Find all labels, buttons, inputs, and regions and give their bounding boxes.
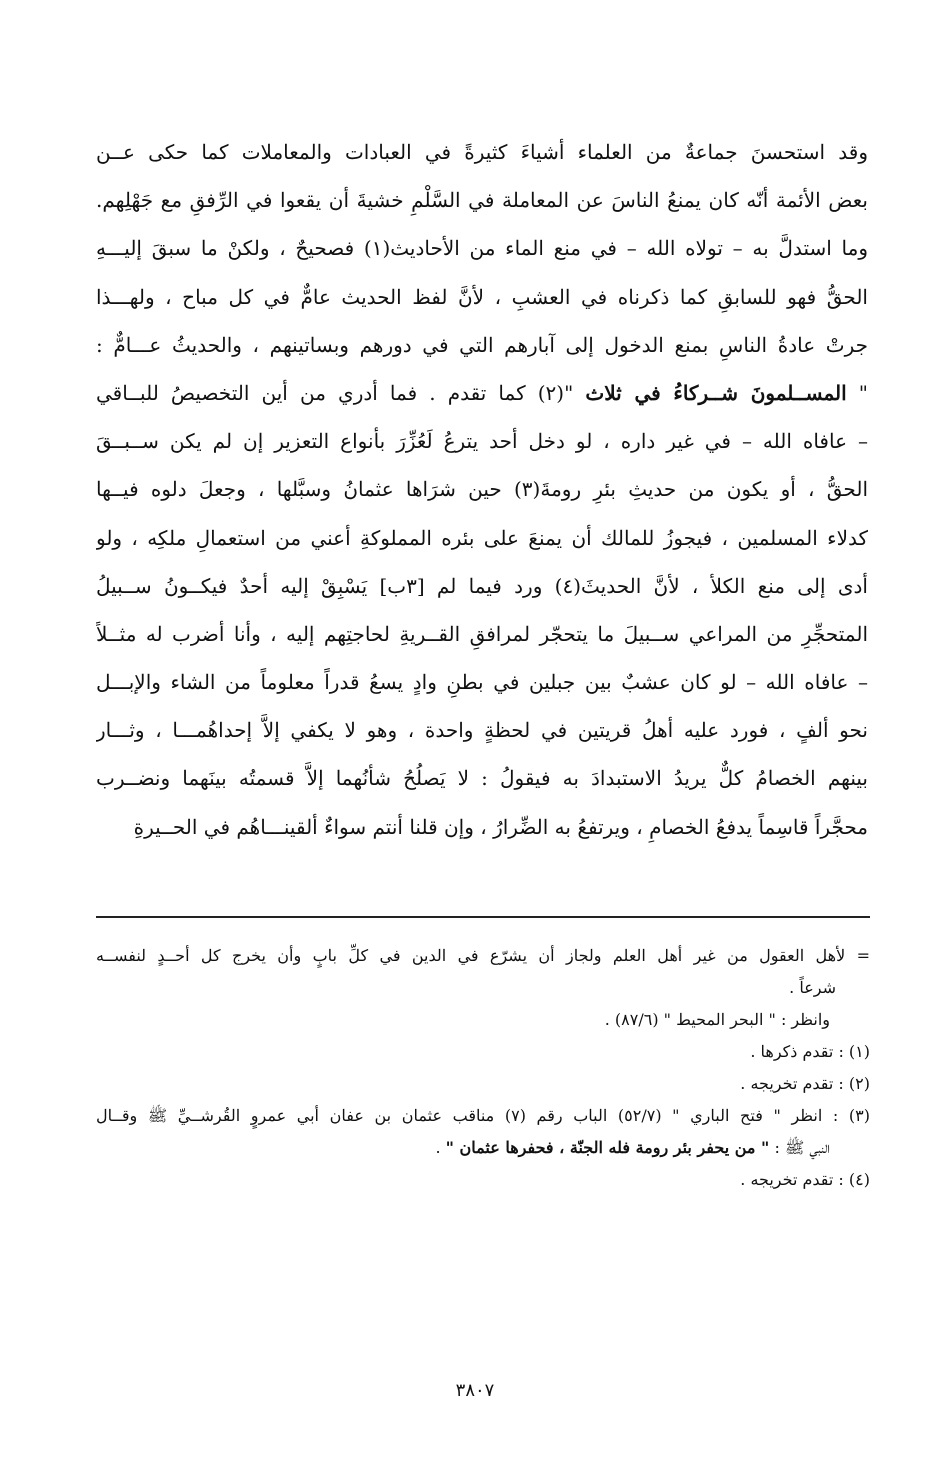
footnote-see-also: وانظر : " البحر المحيط " (٨٧/٦) . <box>604 1010 830 1029</box>
text-line-10: أدى إلى منع الكلأ ، لأنَّ الحديثَ(٤) ورد فيما لم [٣ب] يَسْبِقْ إليه أحدٌ فيكــونُ ســبيلُ <box>96 573 868 598</box>
footnotes <box>96 940 870 1196</box>
footnote-separator <box>96 916 870 918</box>
text-line-1: وقد استحسنَ جماعةٌ من العلماء أشياءَ كثيرةً في العبادات والمعاملات كما حكى عــن <box>96 140 868 164</box>
hadith-text: المســلمونَ شــركاءُ في ثلاث <box>585 380 847 405</box>
text-line-12: – عافاه الله – لو كان عشبٌ بين جبلين في بطنِ وادٍ يسعُ قدراً معلوماً من الشاء والإبـــل <box>96 670 868 695</box>
page-number: ٣٨٠٧ <box>455 1380 495 1401</box>
footnote-3-suffix: . <box>435 1138 446 1157</box>
text-line-8: الحقُّ ، أو يكون من حديثِ بئرِ رومةَ(٣) حين شرَاها عثمانُ وسبَّلها ، وجعلَ دلوه فيــها <box>96 477 868 502</box>
text-line-4: الحقُّ فهو للسابقِ كما ذكرناه في العشبِ ، لأنَّ لفظ الحديث عامٌّ في كل مباح ، ولهـــذا <box>96 284 868 309</box>
text-line-7: – عافاه الله – في غير داره ، لو دخل أحد يترعُ لَعُزِّرَ بأنواع التعزير إن لم يكن ســبــقَ <box>96 429 868 454</box>
footnote-2: (٢) : تقدم تخريجه . <box>740 1074 870 1093</box>
footnote-3-hadith: " من يحفر بئر رومة فله الجنّة ، فحفرها عثمان " <box>445 1138 770 1157</box>
hadith-line <box>96 369 868 417</box>
text-line-15: محجَّراً قاسِماً يدفعُ الخصامِ ، ويرتفعُ به الضِّرارُ ، وإن قلنا أنتم سواءٌ ألقينـــاهُم في الحــيرةِ <box>133 814 868 839</box>
footnote-3-line-1: (٣) : انظر " فتح الباري " (٥٢/٧) الباب رقم (٧) مناقب عثمان بن عفان أبي عمروٍ القُرشــيِّ ﷺ وقــال <box>96 1106 870 1125</box>
footnote-3-prefix: النبي ﷺ : <box>769 1138 830 1157</box>
text-line-13: نحو ألفٍ ، فورد عليه أهلُ قريتين في لحظةٍ واحدة ، وهو لا يكفي إلاَّ إحداهُمـــا ، وثـــار <box>96 718 868 743</box>
footnote-4: (٤) : تقدم تخريجه . <box>740 1170 870 1189</box>
hadith-quote-open: " <box>846 380 868 405</box>
text-line-14: بينهم الخصامُ كلٌّ يريدُ الاستبدادَ به فيقولُ : لا يَصلُحُ شأنُهما إلاَّ قسمتُه بينَهما ونضــرب <box>96 766 868 791</box>
text-line-3: وما استدلَّ به – تولاه الله – في منع الماء من الأحاديث(١) فصحيحٌ ، ولكنْ ما سبقَ إليـــهِ <box>96 236 868 261</box>
footnote-3-line-2 <box>96 1132 870 1164</box>
footnote-1: (١) : تقدم ذكرها . <box>750 1042 870 1061</box>
text-line-11: المتحجِّرِ من المراعي ســبيلَ ما يتحجّر لمرافقِ القــريةِ لحاجتِهم إليه ، وأنا أضرب له مثــلاً <box>96 621 868 646</box>
text-line-2: بعض الأئمة أنّه كان يمنعُ الناسَ عن المعاملة في السَّلْمِ خشيةَ أن يقعوا في الرِّفقِ مع جَهْلِهم. <box>96 188 868 213</box>
text-line-5: جرتْ عادةُ الناسِ بمنع الدخول إلى آبارهم التي في دورهم وبساتينهم ، والحديثُ عـــامٌّ : <box>96 332 868 357</box>
footnote-continuation-line-1: = لأهل العقول من غير أهل العلم ولجاز أن يشرّع في الدين في كلِّ بابٍ وأن يخرج كل أحــدٍ لنفســه <box>96 946 870 965</box>
footnote-continuation-line-2: شرعاً . <box>789 978 836 997</box>
main-text <box>96 128 868 851</box>
hadith-after-quote: "(٢) كما تقدم . فما أدري من أين التخصيصُ للبــاقي <box>96 380 586 405</box>
text-line-9: كدلاء المسلمين ، فيجوزُ للمالك أن يمنعَ على بئره المملوكةِ أعني من استعمالِ ملكِه ، ولو <box>96 525 868 550</box>
